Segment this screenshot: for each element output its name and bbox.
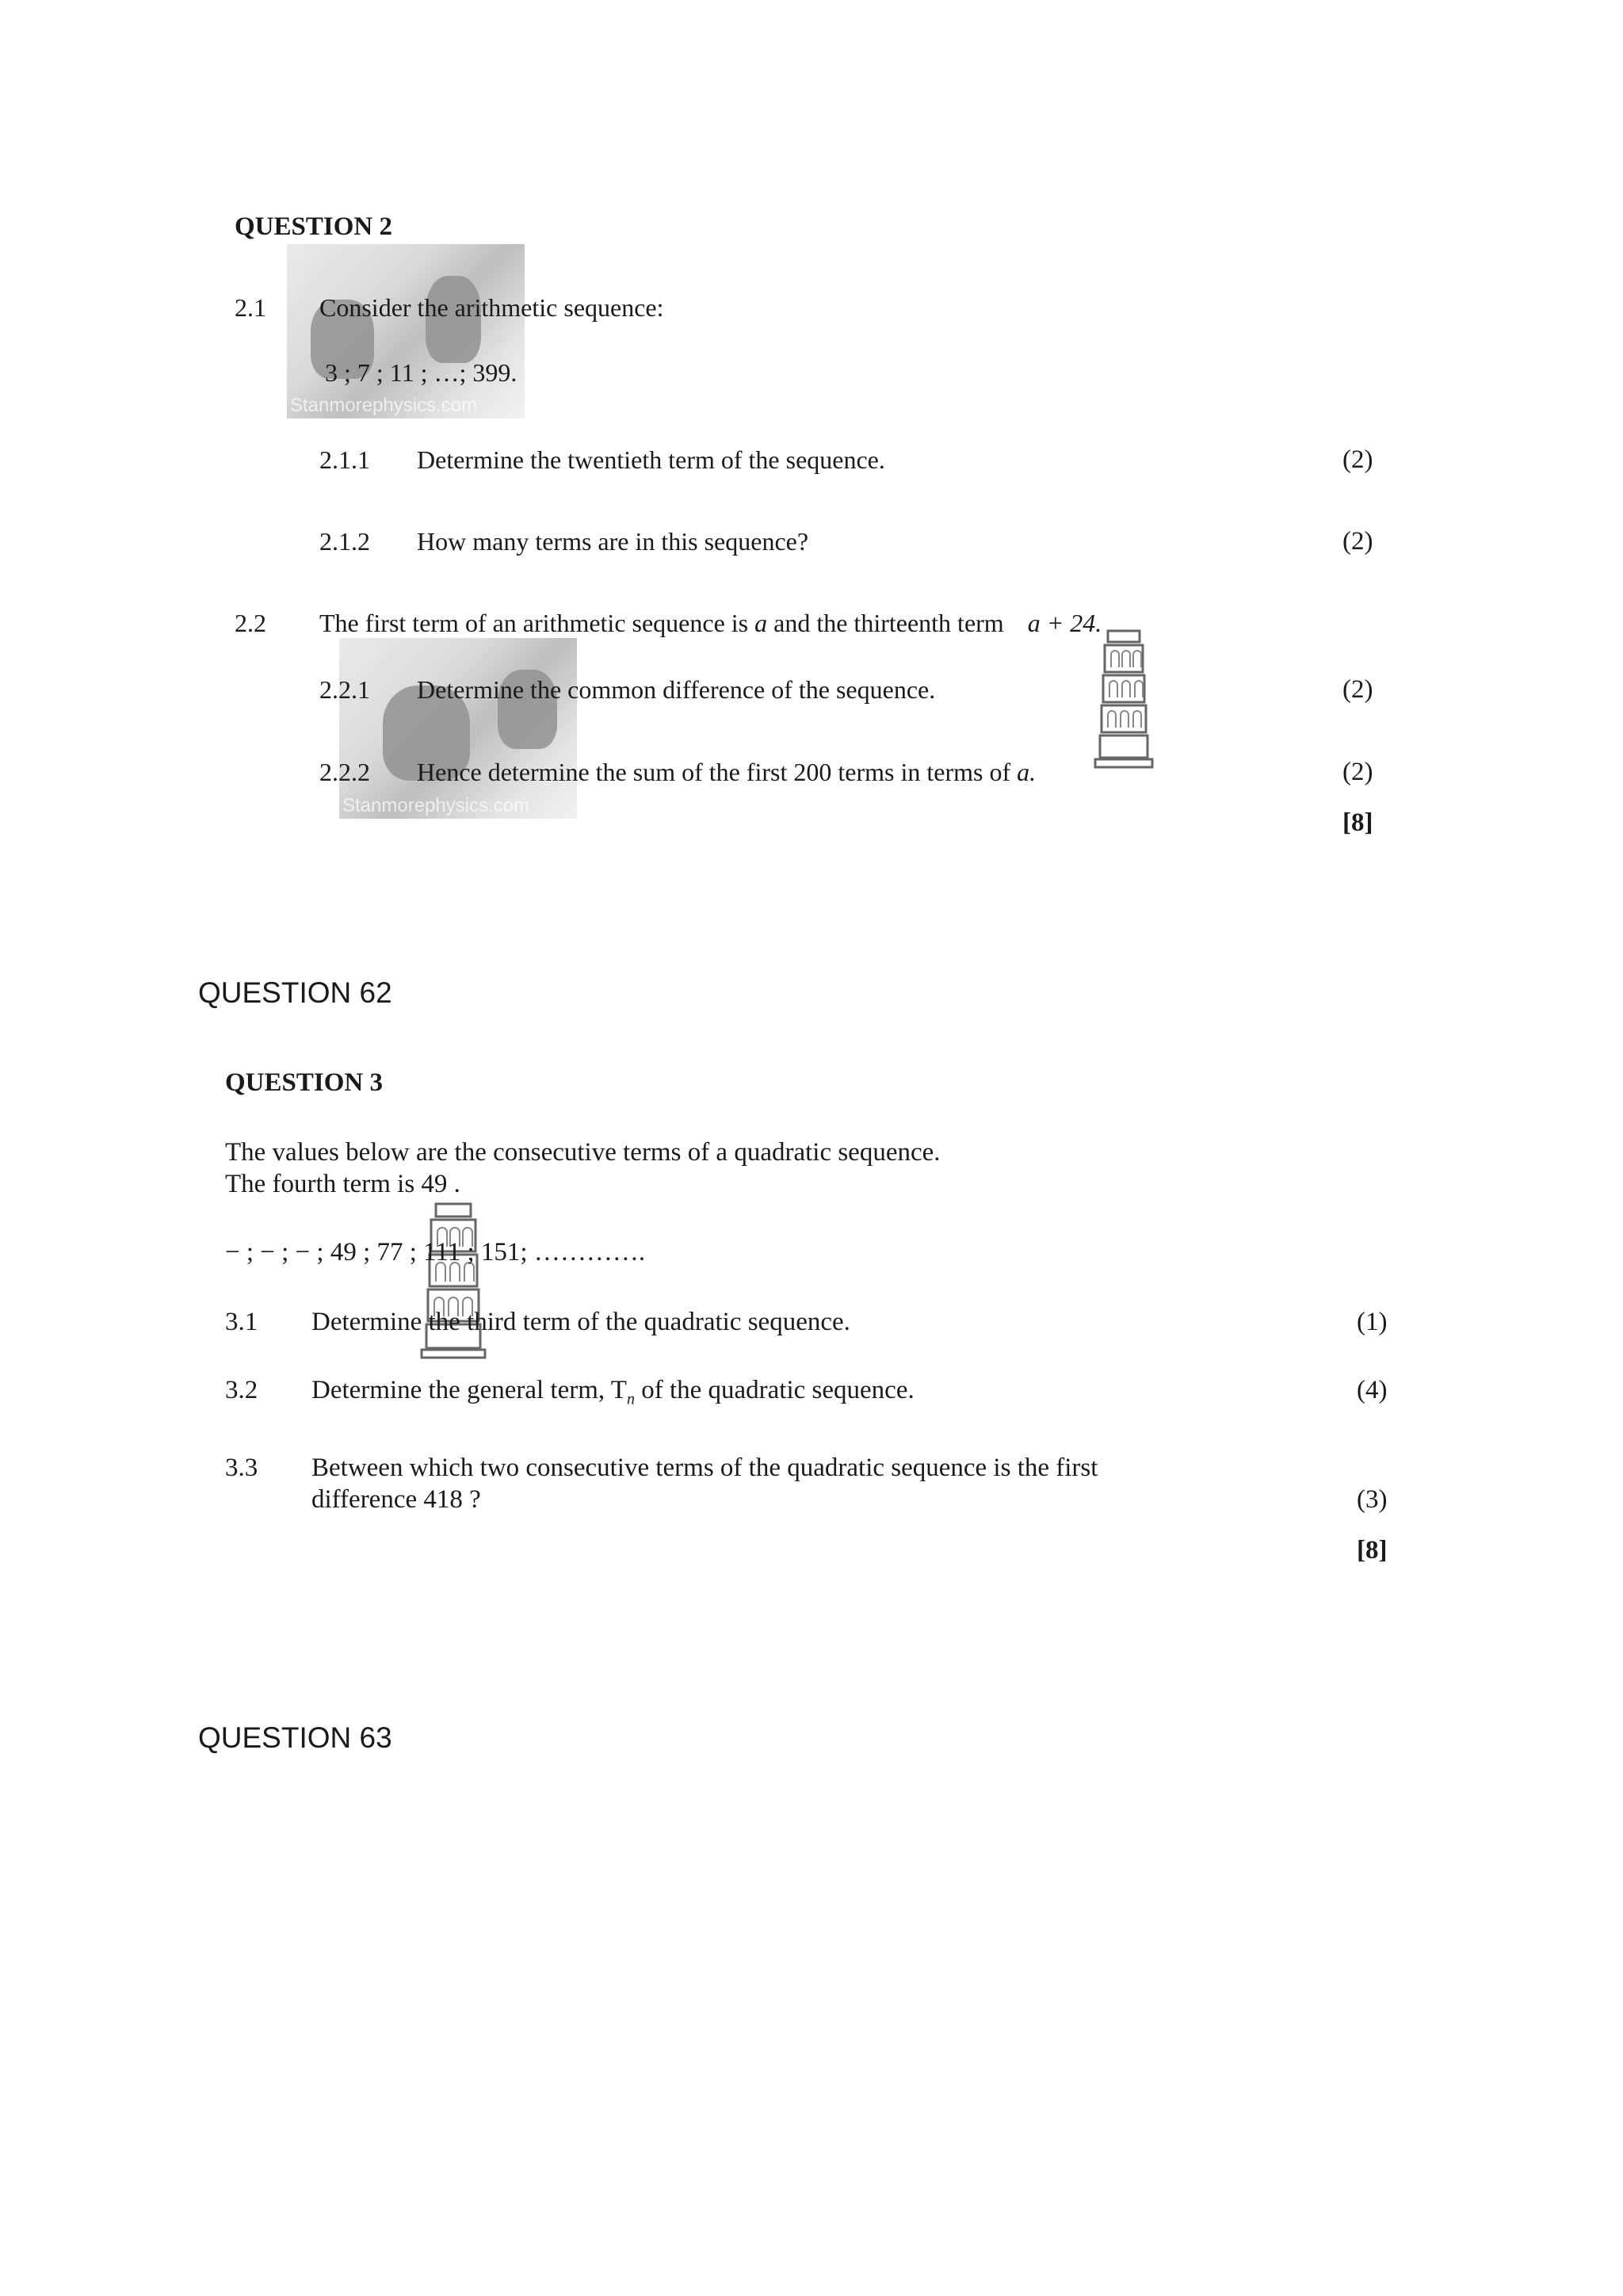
question-2-heading: QUESTION 2 xyxy=(235,212,392,241)
q2-2-var-a: a xyxy=(754,609,768,637)
q2-1-sequence: 3 ; 7 ; 11 ; …; 399. xyxy=(325,358,517,387)
q2-2-2-var: a. xyxy=(1017,758,1037,786)
q2-2-2-number: 2.2.2 xyxy=(319,758,370,786)
q2-2-2-text xyxy=(417,758,1036,787)
q3-1-number: 3.1 xyxy=(225,1308,258,1336)
q3-2-text-a: Determine the general term, T xyxy=(311,1376,627,1404)
q3-3-number: 3.3 xyxy=(225,1454,258,1482)
q2-2-1-text: Determine the common difference of the sequence. xyxy=(417,675,936,704)
watermark-text-2: Stanmorephysics.com xyxy=(342,795,530,816)
q2-1-1-text: Determine the twentieth term of the sequence. xyxy=(417,445,885,474)
q2-2-text-b: and the thirteenth term xyxy=(773,609,1004,637)
question-63-heading: QUESTION 63 xyxy=(198,1721,392,1754)
q3-2-text xyxy=(311,1376,915,1409)
q2-1-1-number: 2.1.1 xyxy=(319,445,370,474)
q2-1-2-number: 2.1.2 xyxy=(319,527,370,556)
q2-2-2-number-200: 200 xyxy=(793,758,832,786)
q3-3-marks: (3) xyxy=(1357,1485,1388,1514)
q3-intro-line-1: The values below are the consecutive terms of a quadratic sequence. xyxy=(225,1138,941,1167)
q2-1-number: 2.1 xyxy=(235,293,266,322)
q2-2-2-text-a: Hence determine the sum of the first xyxy=(417,758,788,786)
q3-2-marks: (4) xyxy=(1357,1376,1388,1404)
q2-1-text: Consider the arithmetic sequence: xyxy=(319,293,664,322)
q2-1-2-marks: (2) xyxy=(1342,527,1373,556)
q3-2-number: 3.2 xyxy=(225,1376,258,1404)
q3-2-subscript: n xyxy=(626,1390,635,1408)
q2-2-text xyxy=(319,609,1102,638)
q3-1-marks: (1) xyxy=(1357,1308,1388,1336)
q3-3-text-line-1: Between which two consecutive terms of the quadratic sequence is the first xyxy=(311,1454,1098,1482)
tower-watermark-icon xyxy=(1092,628,1163,770)
q2-2-1-marks: (2) xyxy=(1342,675,1373,704)
question-3-heading: QUESTION 3 xyxy=(225,1068,383,1097)
q2-1-1-marks: (2) xyxy=(1342,445,1373,474)
q2-2-1-number: 2.2.1 xyxy=(319,675,370,704)
q2-total-marks: [8] xyxy=(1342,808,1373,837)
q2-2-2-text-b: terms in terms of xyxy=(838,758,1011,786)
q3-intro-line-2: The fourth term is 49 . xyxy=(225,1170,460,1198)
q2-2-2-marks: (2) xyxy=(1342,758,1373,786)
watermark-image-1 xyxy=(287,244,525,418)
q2-2-expression: a + 24. xyxy=(1027,609,1102,637)
q2-1-2-text: How many terms are in this sequence? xyxy=(417,527,809,556)
q3-total-marks: [8] xyxy=(1357,1536,1388,1564)
question-62-heading: QUESTION 62 xyxy=(198,976,392,1009)
q3-1-text: Determine the third term of the quadratic sequence. xyxy=(311,1308,850,1336)
watermark-image-2 xyxy=(339,638,577,819)
q3-3-text-line-2: difference 418 ? xyxy=(311,1485,481,1514)
q3-sequence: − ; − ; − ; 49 ; 77 ; 111 ; 151; …………. xyxy=(225,1238,646,1266)
q2-2-number: 2.2 xyxy=(235,609,266,637)
watermark-text-1: Stanmorephysics.com xyxy=(290,395,478,416)
q3-2-text-b: of the quadratic sequence. xyxy=(634,1376,915,1404)
q2-2-text-a: The first term of an arithmetic sequence is xyxy=(319,609,749,637)
